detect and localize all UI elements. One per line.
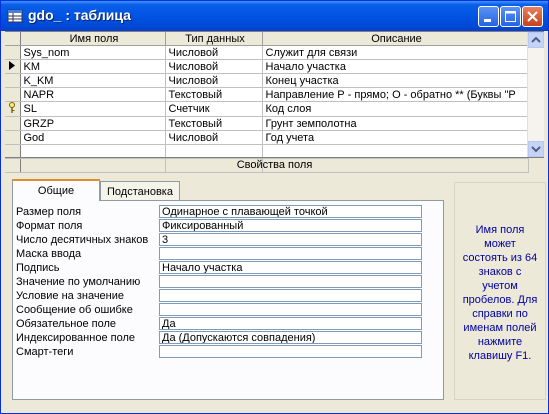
field-desc-cell[interactable]: Код слоя: [262, 102, 528, 117]
prop-label: Маска ввода: [16, 248, 82, 260]
title-bar[interactable]: [1, 1, 548, 31]
fields-table: [5, 32, 529, 173]
field-type-cell[interactable]: Текстовый: [165, 88, 262, 102]
field-properties-title: Свойства поля: [5, 157, 544, 173]
field-desc-cell[interactable]: Конец участка: [262, 74, 528, 88]
table-row[interactable]: [5, 46, 528, 60]
chevron-down-icon: [529, 142, 543, 156]
table-row[interactable]: [5, 117, 528, 131]
field-name-cell[interactable]: K_KM: [20, 74, 165, 88]
prop-value-field[interactable]: Одинарное с плавающей точкой: [159, 205, 422, 218]
prop-label: Индексированное поле: [16, 332, 135, 344]
field-desc-cell[interactable]: Начало участка: [262, 60, 528, 74]
table-header-row: [5, 32, 528, 46]
field-type-cell[interactable]: Числовой: [165, 60, 262, 74]
field-grid: [5, 31, 544, 157]
help-panel: [454, 182, 546, 400]
field-name-cell[interactable]: God: [20, 131, 165, 145]
col-header-desc[interactable]: Описание: [262, 32, 528, 46]
prop-label: Подпись: [16, 262, 60, 274]
row-selector[interactable]: [5, 117, 20, 131]
prop-label: Условие на значение: [16, 290, 125, 302]
row-selector[interactable]: [5, 74, 20, 88]
field-type-cell[interactable]: Текстовый: [165, 117, 262, 131]
chevron-up-icon: [529, 33, 543, 47]
field-type-cell[interactable]: Числовой: [165, 46, 262, 60]
corner-cell[interactable]: [5, 32, 20, 46]
close-icon: [523, 7, 542, 26]
prop-value-field[interactable]: Да (Допускаются совпадения): [159, 331, 422, 344]
field-name-cell[interactable]: KM: [20, 60, 165, 74]
field-name-cell[interactable]: GRZP: [20, 117, 165, 131]
table-row[interactable]: [5, 88, 528, 102]
table-row[interactable]: [5, 131, 528, 145]
prop-label: Смарт-теги: [16, 346, 74, 358]
field-type-cell[interactable]: Числовой: [165, 74, 262, 88]
minimize-button[interactable]: [478, 6, 499, 27]
maximize-icon: [501, 7, 520, 26]
field-desc-cell[interactable]: Служит для связи: [262, 46, 528, 60]
prop-label: Формат поля: [16, 220, 83, 232]
field-name-cell[interactable]: Sys_nom: [20, 46, 165, 60]
table-row[interactable]: [5, 74, 528, 88]
row-selector[interactable]: [5, 88, 20, 102]
prop-label: Размер поля: [16, 206, 82, 218]
close-button[interactable]: [522, 6, 543, 27]
prop-value-field[interactable]: [159, 289, 422, 302]
window-title: gdo_ : таблица: [28, 7, 131, 23]
table-icon: [7, 8, 23, 24]
prop-label: Значение по умолчанию: [16, 276, 141, 288]
tab-general[interactable]: Общие: [12, 179, 100, 201]
field-type-cell[interactable]: Счетчик: [165, 102, 262, 117]
prop-value-field[interactable]: Фиксированный: [159, 219, 422, 232]
prop-value-field[interactable]: [159, 303, 422, 316]
prop-value-field[interactable]: [159, 275, 422, 288]
general-tab-page: [12, 200, 444, 400]
vertical-scrollbar[interactable]: [527, 32, 544, 157]
field-name-cell[interactable]: SL: [20, 102, 165, 117]
field-desc-cell[interactable]: Год учета: [262, 131, 528, 145]
col-header-name[interactable]: Имя поля: [20, 32, 165, 46]
prop-value-field[interactable]: [159, 247, 422, 260]
table-row[interactable]: [5, 60, 528, 74]
row-selector[interactable]: [5, 46, 20, 60]
col-header-type[interactable]: Тип данных: [165, 32, 262, 46]
field-desc-cell[interactable]: Грунт земполотна: [262, 117, 528, 131]
field-type-cell[interactable]: Числовой: [165, 131, 262, 145]
table-row[interactable]: [5, 102, 528, 117]
scroll-up-button[interactable]: [528, 32, 544, 48]
row-selector[interactable]: [5, 60, 20, 74]
prop-value-field[interactable]: [159, 345, 422, 358]
field-name-cell[interactable]: NAPR: [20, 88, 165, 102]
primary-key-icon: [8, 102, 16, 113]
tab-lookup[interactable]: Подстановка: [100, 181, 180, 201]
field-desc-cell[interactable]: Направление Р - прямо; О - обратно ** (Буквы "Р: [262, 88, 528, 102]
prop-label: Сообщение об ошибке: [16, 304, 133, 316]
row-selector[interactable]: [5, 102, 20, 117]
row-selector[interactable]: [5, 131, 20, 145]
prop-value-field[interactable]: Да: [159, 317, 422, 330]
current-row-arrow-icon: [8, 61, 16, 70]
prop-value-field[interactable]: Начало участка: [159, 261, 422, 274]
prop-label: Число десятичных знаков: [16, 234, 149, 246]
scroll-down-button[interactable]: [528, 141, 544, 157]
maximize-button[interactable]: [500, 6, 521, 27]
prop-value-field[interactable]: 3: [159, 233, 422, 246]
minimize-icon: [479, 7, 498, 26]
help-text: Имя поля может состоять из 64 знаков с учетом пробелов. Для справки по именам полей нажмите клавишу F1.: [462, 224, 538, 362]
prop-label: Обязательное поле: [16, 318, 117, 330]
